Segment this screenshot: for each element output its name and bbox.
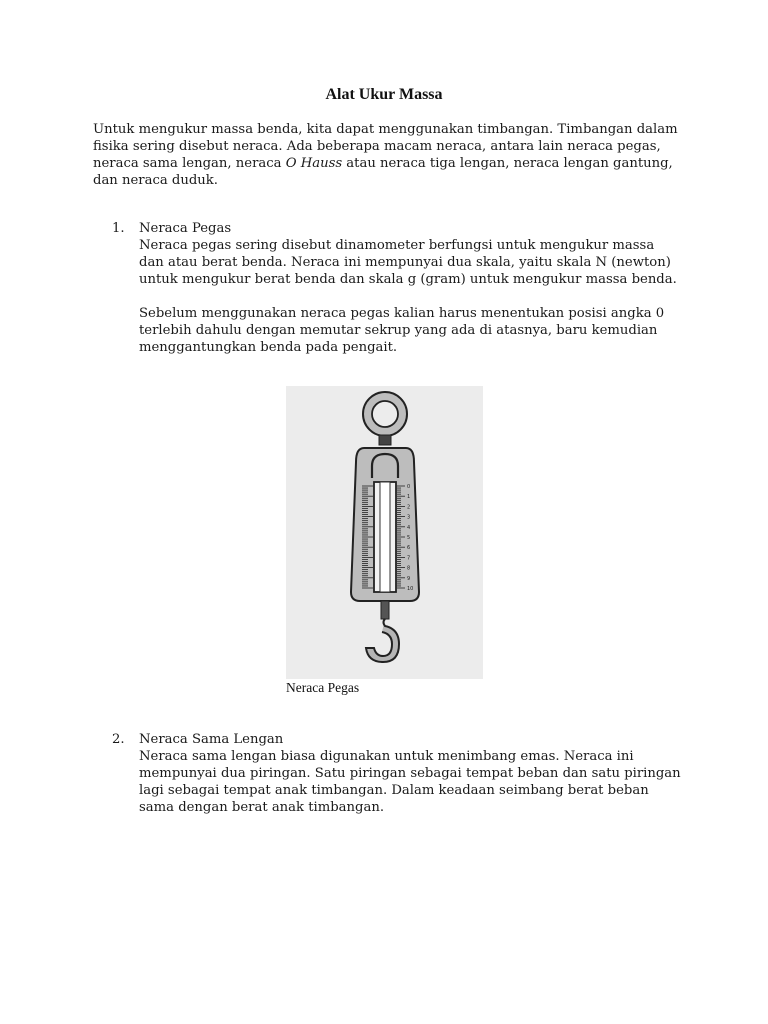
scale-label: 7 xyxy=(407,555,411,562)
intro-text-part1: Untuk mengukur massa benda, kita dapat menggunakan timbangan. Timbangan dalam fisika sering disebut neraca. Ada beberapa macam neraca, antara lain neraca pegas, neraca sama lengan, neraca xyxy=(93,122,678,171)
list-item-number: 2. xyxy=(112,732,125,747)
list-item-heading: Neraca Pegas xyxy=(139,221,232,236)
scale-label: 8 xyxy=(407,565,411,572)
scale-label: 9 xyxy=(407,575,411,582)
spring-balance-figure xyxy=(286,386,483,679)
list-item-paragraph: Sebelum menggunakan neraca pegas kalian harus menentukan posisi angka 0 terlebih dahulu dengan memutar sekrup yang ada di atasnya, baru kemudian menggantungkan benda pada pengait. xyxy=(139,306,665,355)
spring-balance-illustration xyxy=(286,386,483,679)
list-item-content xyxy=(139,220,682,356)
scale-label: 10 xyxy=(407,586,414,592)
scale-label: 5 xyxy=(407,535,411,541)
list-item-content xyxy=(139,731,682,816)
list-item-neraca-pegas xyxy=(112,220,682,380)
list-item-paragraph: Neraca pegas sering disebut dinamometer berfungsi untuk mengukur massa dan atau berat benda. Neraca ini mempunyai dua skala, yaitu skala N (newton) untuk mengukur berat benda dan skala g (gram) untuk mengukur massa benda. xyxy=(139,238,677,287)
intro-paragraph xyxy=(93,121,683,189)
list-item-number: 1. xyxy=(112,221,125,236)
scale-label: 0 xyxy=(407,484,411,490)
scale-label: 4 xyxy=(407,524,411,531)
scale-label: 2 xyxy=(407,504,411,511)
intro-text-part2: atau neraca tiga lengan, neraca lengan gantung, dan neraca duduk. xyxy=(93,156,673,188)
scale-label: 3 xyxy=(407,514,411,521)
hook-icon xyxy=(366,619,399,662)
list-item-neraca-sama-lengan xyxy=(112,731,682,821)
scale-label: 6 xyxy=(407,545,411,552)
document-title: Alat Ukur Massa xyxy=(325,86,443,103)
list-item-heading: Neraca Sama Lengan xyxy=(139,732,284,747)
figure-caption: Neraca Pegas xyxy=(286,680,360,695)
scale-label: 1 xyxy=(407,494,411,501)
intro-italic-term: O Hauss xyxy=(285,156,343,171)
list-item-paragraph: Neraca sama lengan biasa digunakan untuk menimbang emas. Neraca ini mempunyai dua piringan. Satu piringan sebagai tempat beban dan satu piringan lagi sebagai tempat anak timbangan. Dalam keadaan seimbang berat beban sama dengan berat anak timbangan. xyxy=(139,749,681,815)
